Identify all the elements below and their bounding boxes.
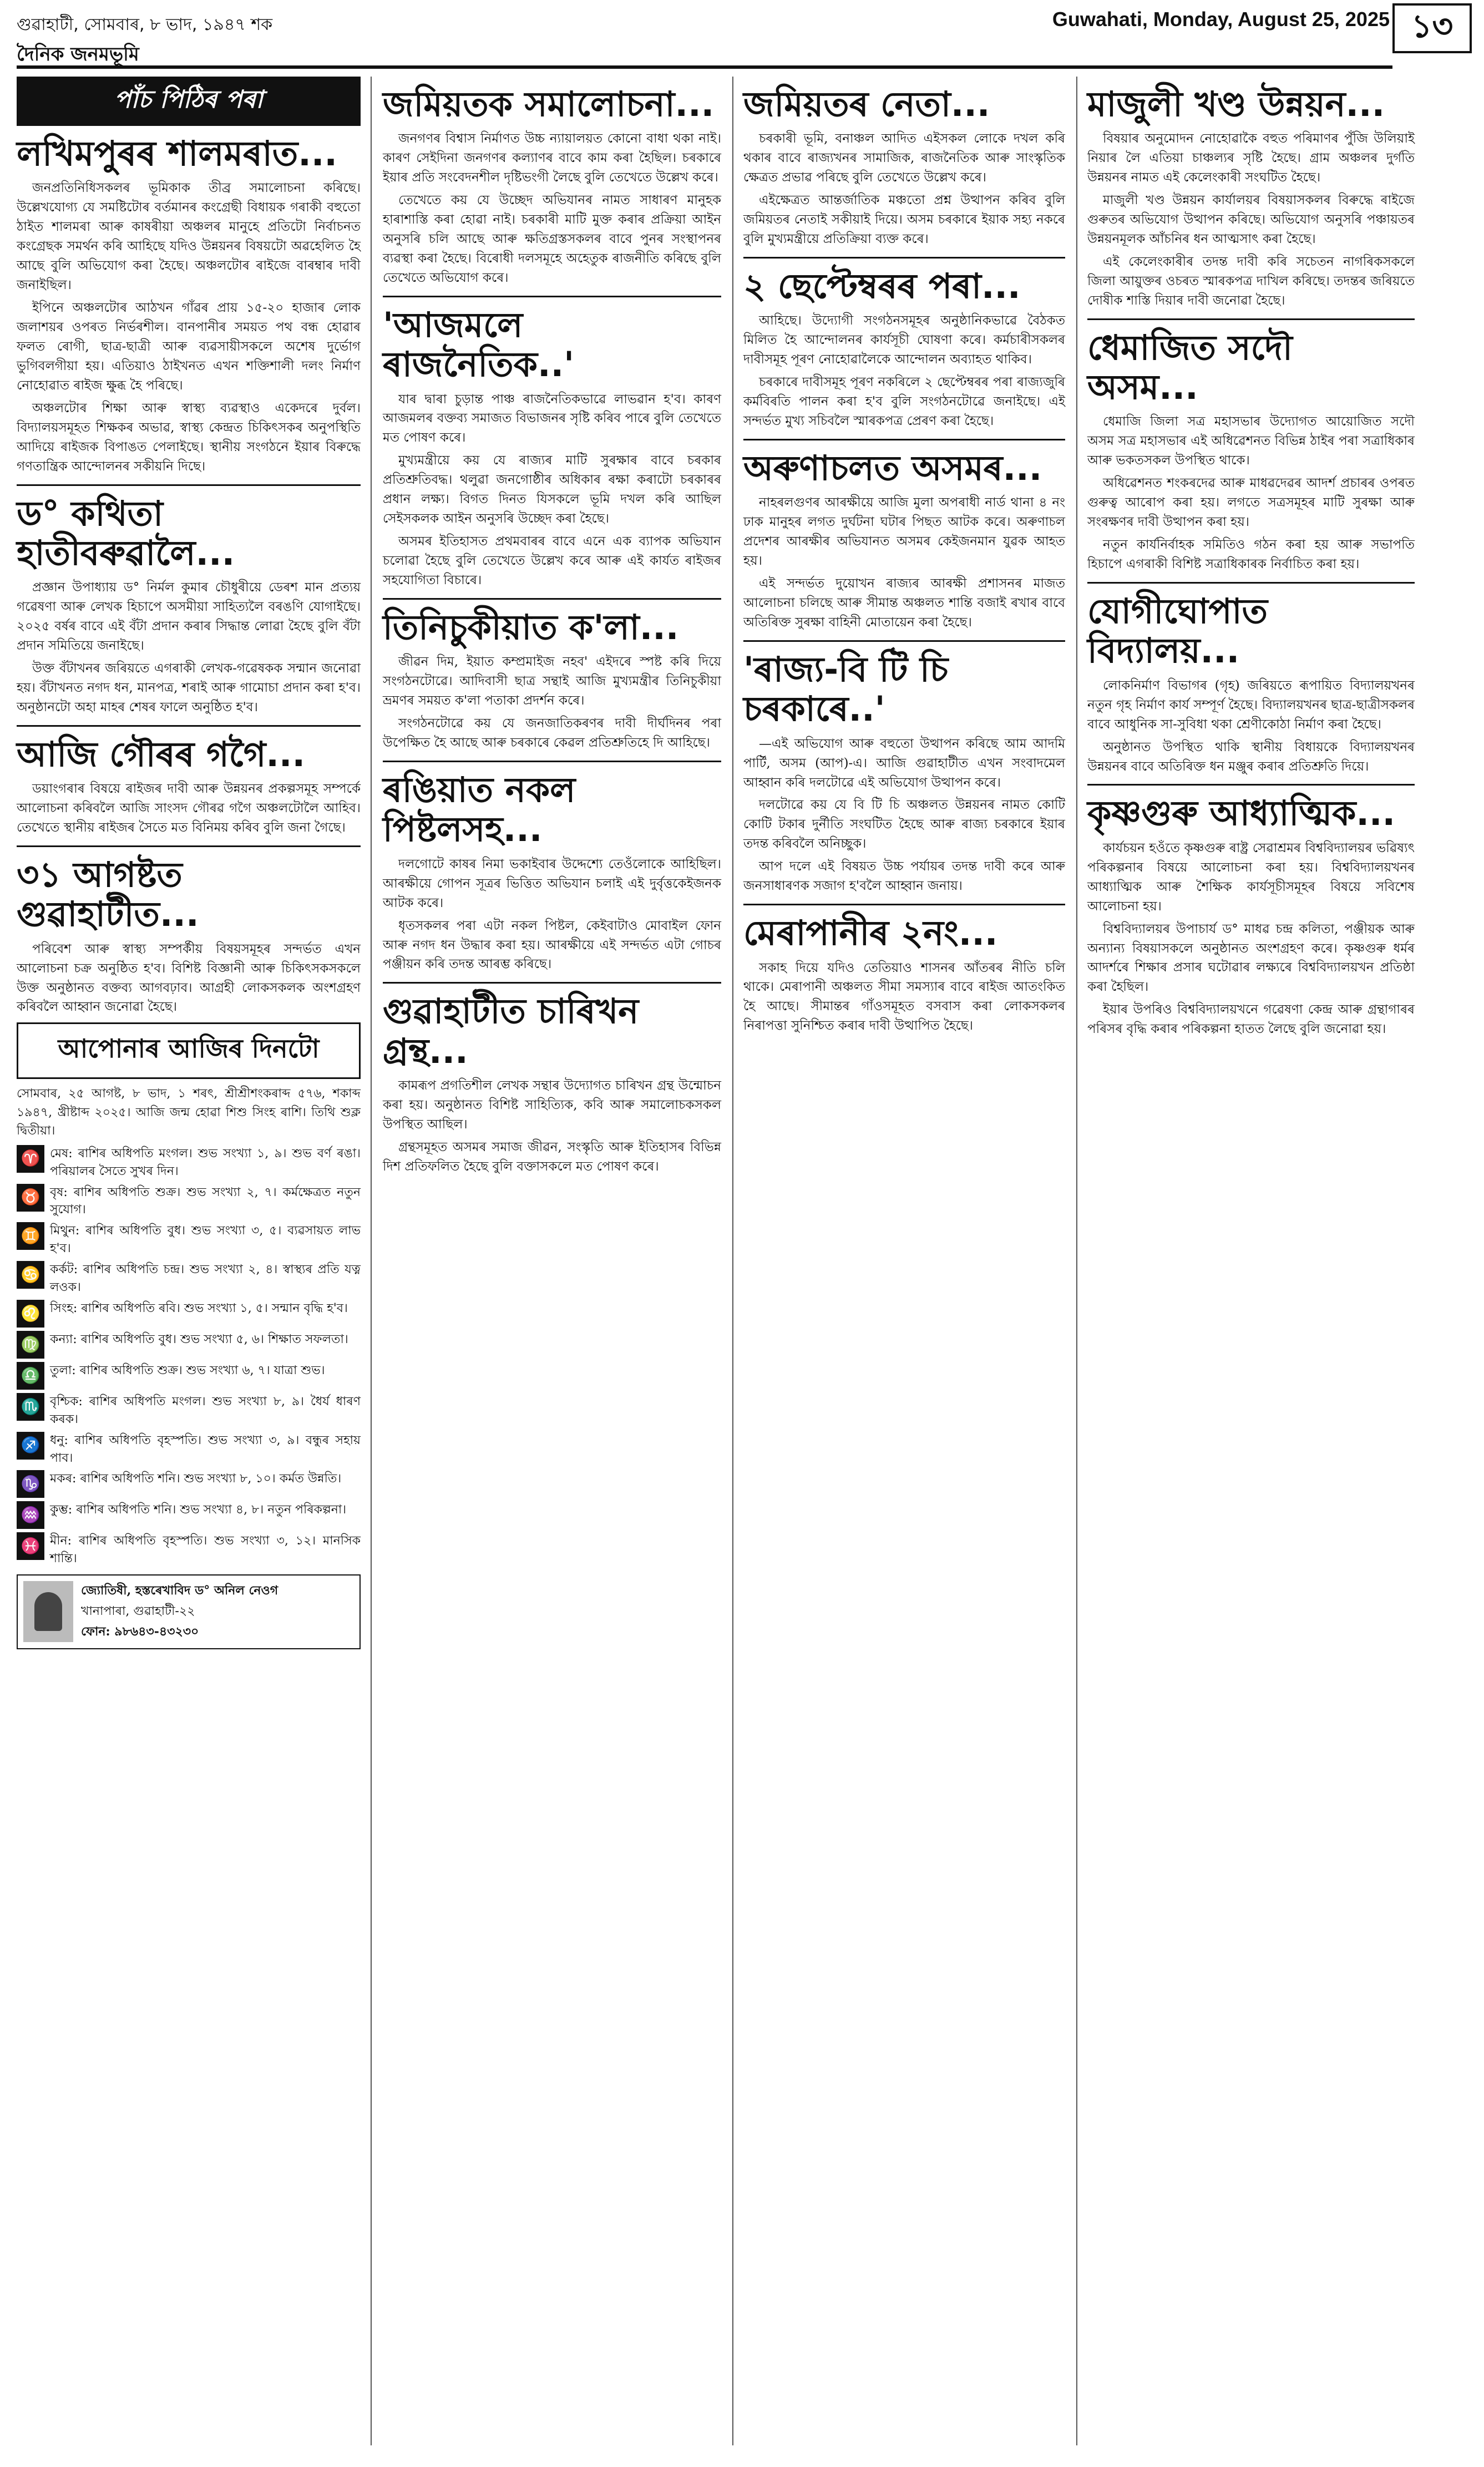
horoscope-item bbox=[17, 1393, 361, 1428]
article-body bbox=[1087, 129, 1415, 311]
horoscope-text: মীন: ৰাশিৰ অধিপতি বৃহস্পতি। শুভ সংখ্যা ৩, ১২। মানসিক শান্তি। bbox=[50, 1534, 361, 1566]
paragraph: এই কেলেংকাৰীৰ তদন্ত দাবী কৰি সচেতন নাগৰিকসকলে জিলা আয়ুক্তৰ ওচৰত স্মাৰকপত্ৰ দাখিল কৰিছে। তদন্তৰ জৰিয়তে দোষীক শাস্তি দিয়াৰ দাবী জনোৱা হৈছে। bbox=[1087, 255, 1415, 308]
dateline-left: গুৱাহাটী, সোমবাৰ, ৮ ভাদ, ১৯৪৭ শক bbox=[17, 15, 273, 34]
paragraph: পৰিবেশ আৰু স্বাস্থ্য সম্পৰ্কীয় বিষয়সমূহৰ সন্দৰ্ভত এখন আলোচনা চক্ৰ অনুষ্ঠিত হ'ব। বিশিষ্ট বিজ্ঞানী আৰু চিকিৎসকসকলে উক্ত অনুষ্ঠানত বক্তব্য আগবঢ়াব। আগ্ৰহী লোকসকলক অংশগ্ৰহণ কৰিবলৈ আহ্বান জনোৱা হৈছে। bbox=[17, 941, 361, 1015]
paragraph: উক্ত বঁটাখনৰ জৰিয়তে এগৰাকী লেখক-গৱেষকক সন্মান জনোৱা হয়। বঁটাখনত নগদ ধন, মানপত্ৰ, শৰাই আৰু গামোচা প্ৰদান কৰা হ'ব। অনুষ্ঠানটো অহা মাহৰ শেষৰ ফালে অনুষ্ঠিত হ'ব। bbox=[17, 661, 361, 715]
paragraph: দলগোটে কাষৰ নিমা ভকাইবাৰ উদ্দেশ্যে তেওঁলোকে আহিছিল। আৰক্ষীয়ে গোপন সূত্ৰৰ ভিত্তিত অভিযান চলাই এই দুৰ্বৃত্তকেইজনক আটক কৰে। bbox=[383, 857, 721, 910]
horoscope-text: সিংহ: ৰাশিৰ অধিপতি ৰবি। শুভ সংখ্যা ১, ৫। সন্মান বৃদ্ধি হ'ব। bbox=[50, 1301, 348, 1315]
paragraph: চৰকাৰী ভূমি, বনাঞ্চল আদিত এইসকল লোকে দখল কৰি থকাৰ বাবে ৰাজ্যখনৰ সামাজিক, ৰাজনৈতিক আৰু সাংস্কৃতিক ক্ষেত্ৰত প্ৰভাৱ পৰিছে বুলি তেখেতে উল্লেখ কৰে। bbox=[743, 131, 1065, 185]
paragraph: কাৰ্যচয়ন হওঁতে কৃষ্ণগুৰু ৰাষ্ট্ৰ সেৱাশ্ৰমৰ বিশ্ববিদ্যালয়ৰ ভৱিষ্যৎ পৰিকল্পনাৰ বিষয়ে আলোচনা কৰা হয়। বিশ্ববিদ্যালয়খনৰ আধ্যাত্মিক আৰু শৈক্ষিক কাৰ্যসূচীসমূহৰ বিষয়ে সবিশেষ আলোচনা হয়। bbox=[1087, 840, 1415, 914]
paragraph: ডয়াংগৰাৰ বিষয়ে ৰাইজৰ দাবী আৰু উন্নয়নৰ প্ৰকল্পসমূহ সম্পৰ্কে আলোচনা কৰিবলৈ আজি সাংসদ গৌৰৱ গগৈ অঞ্চলটোলৈ আহিব। তেখেতে স্থানীয় ৰাইজৰ সৈতে মত বিনিময় কৰিব বুলি জনা গৈছে। bbox=[17, 782, 361, 835]
article-body bbox=[383, 129, 721, 288]
astrologer-box bbox=[17, 1574, 361, 1649]
paragraph: অনুষ্ঠানত উপস্থিত থাকি স্থানীয় বিধায়কে বিদ্যালয়খনৰ উন্নয়নৰ বাবে অতিৰিক্ত ধন মঞ্জুৰ কৰাৰ প্ৰতিশ্ৰুতি দিয়ে। bbox=[1087, 739, 1415, 774]
person-silhouette-icon bbox=[34, 1592, 62, 1631]
paragraph: ইপিনে অঞ্চলটোৰ আঠখন গাঁৱৰ প্ৰায় ১৫-২০ হাজাৰ লোক জলাশয়ৰ ওপৰত নিৰ্ভৰশীল। বানপানীৰ সময়ত পথ বন্ধ হোৱাৰ ফলত ৰোগী, ছাত্ৰ-ছাত্ৰী আৰু ব্যৱসায়ীসকলে অশেষ দুৰ্ভোগ ভুগিবলগীয়া হয়। এতিয়াও ঠাইখনত এখন শক্তিশালী দলং নিৰ্মাণ নোহোৱাত ৰাইজ ক্ষুব্ধ হৈ পৰিছে। bbox=[17, 301, 361, 393]
paragraph: অসমৰ ইতিহাসত প্ৰথমবাৰৰ বাবে এনে এক ব্যাপক অভিযান চলোৱা হৈছে বুলি তেখেতে উল্লেখ কৰে আৰু এই কাৰ্যত ৰাইজৰ সহযোগিতা বিচাৰে। bbox=[383, 534, 721, 588]
paragraph: নতুন কাৰ্যনিৰ্বাহক সমিতিও গঠন কৰা হয় আৰু সভাপতি হিচাপে এগৰাকী বিশিষ্ট সত্ৰাধিকাৰক নিৰ্বাচিত কৰা হয়। bbox=[1087, 538, 1415, 572]
divider bbox=[17, 484, 361, 486]
headline: মাজুলী খণ্ড উন্নয়ন... bbox=[1087, 84, 1385, 124]
paragraph: এইক্ষেত্ৰত আন্তৰ্জাতিক মঞ্চতো প্ৰশ্ন উত্থাপন কৰিব বুলি জমিয়তৰ নেতাই সকীয়াই দিয়ে। অসম চৰকাৰে ইয়াক সহ্য নকৰে বুলি মুখ্যমন্ত্ৰীয়ে প্ৰতিক্ৰিয়া ব্যক্ত কৰে। bbox=[743, 193, 1065, 247]
column-divider bbox=[1076, 77, 1077, 2445]
horoscope-item bbox=[17, 1184, 361, 1219]
section-banner: পাঁচ পিঠিৰ পৰা bbox=[17, 77, 361, 126]
column-3 bbox=[743, 77, 1065, 1039]
article-body bbox=[743, 493, 1065, 632]
horoscope-item bbox=[17, 1501, 361, 1529]
headline: তিনিচুকীয়াত ক'লা... bbox=[383, 607, 679, 648]
horoscope-text: মিথুন: ৰাশিৰ অধিপতি বুধ। শুভ সংখ্যা ৩, ৫। ব্যৱসায়ত লাভ হ'ব। bbox=[50, 1224, 361, 1256]
headline: 'আজমলে ৰাজনৈতিক..' bbox=[383, 304, 575, 385]
headline: যোগীঘোপাত বিদ্যালয়... bbox=[1087, 591, 1268, 671]
divider bbox=[17, 725, 361, 727]
horoscope-item bbox=[17, 1300, 361, 1328]
paragraph: বিশ্ববিদ্যালয়ৰ উপাচাৰ্য ড° মাধৱ চন্দ্ৰ কলিতা, পঞ্জীয়ক আৰু অন্যান্য বিষয়াসকলে অনুষ্ঠানত অংশগ্ৰহণ কৰে। কৃষ্ণগুৰু ধৰ্মৰ আদৰ্শৰে শিক্ষাৰ প্ৰসাৰ ঘটোৱাৰ লক্ষ্যৰে বিশ্ববিদ্যালয়খন প্ৰতিষ্ঠা কৰা হৈছিল। bbox=[1087, 921, 1415, 995]
paragraph: আহিছে। উদ্যোগী সংগঠনসমূহৰ অনুষ্ঠানিকভাৱে বৈঠকত মিলিত হৈ আন্দোলনৰ কাৰ্যসূচী ঘোষণা কৰে। কৰ্মচাৰীসকলৰ দাবীসমূহ পূৰণ নোহোৱালৈকে আন্দোলন অব্যাহত থাকিব। bbox=[743, 313, 1065, 367]
zodiac-sign-icon: ♈ bbox=[17, 1145, 44, 1173]
paragraph: ধৃতসকলৰ পৰা এটা নকল পিষ্টল, কেইবাটাও মোবাইল ফোন আৰু নগদ ধন উদ্ধাৰ কৰা হয়। আৰক্ষীয়ে এই সন্দৰ্ভত এটা গোচৰ পঞ্জীয়ন কৰি তদন্ত আৰম্ভ কৰিছে। bbox=[383, 918, 721, 972]
headline: আজি গৌৰৰ গগৈ... bbox=[17, 733, 306, 774]
divider bbox=[1087, 784, 1415, 786]
article-body bbox=[17, 179, 361, 476]
headline: জমিয়তক সমালোচনা... bbox=[383, 84, 715, 124]
article-body bbox=[383, 855, 721, 975]
horoscope-list bbox=[17, 1145, 361, 1568]
paragraph: অঞ্চলটোৰ শিক্ষা আৰু স্বাস্থ্য ব্যৱস্থাও একেদৰে দুৰ্বল। বিদ্যালয়সমূহত শিক্ষকৰ অভাৱ, স্বাস্থ্য কেন্দ্ৰত চিকিৎসকৰ অনুপস্থিতি আদিয়ে ৰাইজক বিপাঙত পেলাইছে। স্থানীয় সংগঠনে ইয়াৰ বিৰুদ্ধে গণতান্ত্ৰিক আন্দোলনৰ সকীয়নি দিছে। bbox=[17, 401, 361, 474]
dateline-english: Guwahati, Monday, August 25, 2025 bbox=[1052, 8, 1390, 31]
article-body bbox=[17, 578, 361, 717]
divider bbox=[1087, 582, 1415, 584]
paragraph: নাহৰলগুণৰ আৰক্ষীয়ে আজি মুলা অপৰাধী নাৰ্ড থানা ৪ নং ঢাক মানুহৰ লগত দুৰ্ঘটনা ঘটাৰ পিছত আটক কৰে। অৰুণাচল প্ৰদেশৰ আৰক্ষীৰ অভিযানত অসমৰ কেইজনমান যুৱক আহত হয়। bbox=[743, 495, 1065, 569]
article-body bbox=[383, 1076, 721, 1177]
page-number: ১৩ bbox=[1392, 3, 1472, 53]
column-divider bbox=[371, 77, 372, 2445]
article-body bbox=[743, 311, 1065, 431]
paragraph: প্ৰজ্ঞান উপাধ্যায় ড° নিৰ্মল কুমাৰ চৌধুৰীয়ে ডেৰশ মান প্ৰত্যয় গৱেষণা আৰু লেখক হিচাপে অসমীয়া সাহিত্যলৈ বৰঙণি যোগাইছে। ২০২৫ বৰ্ষৰ বাবে এই বঁটা প্ৰদান কৰাৰ সিদ্ধান্ত লোৱা হৈছে বুলি বঁটা প্ৰদান সমিতিয়ে জনাইছে। bbox=[17, 580, 361, 654]
article-body bbox=[743, 734, 1065, 896]
paragraph: সকাহ দিয়ে যদিও তেতিয়াও শাসনৰ আঁতৰৰ নীতি চলি থাকে। মেৰাপানী অঞ্চলত সীমা সমস্যাৰ বাবে ৰাইজ আতংকিত হৈ আছে। সীমান্তৰ গাঁওসমূহত বসবাস কৰা লোকসকলৰ নিৰাপত্তা সুনিশ্চিত কৰাৰ দাবী উত্থাপিত হৈছে। bbox=[743, 960, 1065, 1034]
astrologer-place: খানাপাৰা, গুৱাহাটী-২২ bbox=[81, 1604, 195, 1619]
paragraph: বিষয়াৰ অনুমোদন নোহোৱাকৈ বহুত পৰিমাণৰ পুঁজি উলিয়াই নিয়াৰ লৈ এতিয়া চাঞ্চল্যৰ সৃষ্টি হৈছে। গ্ৰাম অঞ্চলৰ দুৰ্গতি উন্নয়নৰ নামত এই কেলেংকাৰী সংঘটিত হৈছে। bbox=[1087, 131, 1415, 185]
column-2 bbox=[383, 77, 721, 1180]
headline: 'ৰাজ্য-বি টি চি চৰকাৰে..' bbox=[743, 649, 949, 730]
zodiac-sign-icon: ♉ bbox=[17, 1184, 44, 1212]
paragraph: —এই অভিযোগ আৰু বহুতো উত্থাপন কৰিছে আম আদমি পাৰ্টি, অসম (আপ)-এ। আজি গুৱাহাটীত এখন সংবাদমেল আহ্বান কৰি দলটোৱে এই অভিযোগ উত্থাপন কৰে। bbox=[743, 736, 1065, 790]
headline: কৃষ্ণগুৰু আধ্যাত্মিক... bbox=[1087, 793, 1396, 834]
headline: গুৱাহাটীত চাৰিখন গ্ৰন্থ... bbox=[383, 991, 639, 1071]
divider bbox=[743, 640, 1065, 642]
horoscope-item bbox=[17, 1331, 361, 1359]
astrologer-phone: ফোন: ৯৮৬৪৩-৪৩২৩০ bbox=[81, 1624, 199, 1639]
paragraph: দলটোৱে কয় যে বি টি চি অঞ্চলত উন্নয়নৰ নামত কোটি কোটি টকাৰ দুৰ্নীতি সংঘটিত হৈছে আৰু ৰাজ্য চৰকাৰে ইয়াৰ তদন্ত কৰিবলৈ অনিচ্ছুক। bbox=[743, 798, 1065, 852]
masthead: দৈনিক জনমভূমি bbox=[17, 43, 139, 65]
horoscope-text: মেষ: ৰাশিৰ অধিপতি মংগল। শুভ সংখ্যা ১, ৯। শুভ বৰ্ণ ৰঙা। পৰিয়ালৰ সৈতে সুখৰ দিন। bbox=[50, 1146, 361, 1178]
zodiac-sign-icon: ♍ bbox=[17, 1331, 44, 1359]
paragraph: চৰকাৰে দাবীসমূহ পূৰণ নকৰিলে ২ ছেপ্টেম্বৰৰ পৰা ৰাজ্যজুৰি কৰ্মবিৰতি পালন কৰা হ'ব বুলি সংগঠনটোৱে জনাইছে। এই সন্দৰ্ভত মুখ্য সচিবলৈ স্মাৰকপত্ৰ প্ৰেৰণ কৰা হৈছে। bbox=[743, 375, 1065, 429]
headline: ধেমাজিত সদৌ অসম... bbox=[1087, 327, 1293, 408]
headline: মেৰাপানীৰ ২নং... bbox=[743, 913, 998, 954]
divider bbox=[383, 982, 721, 984]
paragraph: মাজুলী খণ্ড উন্নয়ন কাৰ্যালয়ৰ বিষয়াসকলৰ বিৰুদ্ধে ৰাইজে গুৰুতৰ অভিযোগ উত্থাপন কৰিছে। অভিযোগ অনুসৰি পঞ্চায়তৰ উন্নয়নমূলক আঁচনিৰ ধন আত্মসাৎ কৰা হৈছে। bbox=[1087, 193, 1415, 247]
paragraph: এই সন্দৰ্ভত দুয়োখন ৰাজ্যৰ আৰক্ষী প্ৰশাসনৰ মাজত আলোচনা চলিছে আৰু সীমান্ত অঞ্চলত শান্তি বজাই ৰখাৰ বাবে অতিৰিক্ত সুৰক্ষা বাহিনী মোতায়েন কৰা হৈছে। bbox=[743, 576, 1065, 630]
paragraph: অধিৱেশনত শংকৰদেৱ আৰু মাধৱদেৱৰ আদৰ্শ প্ৰচাৰৰ ওপৰত গুৰুত্ব আৰোপ কৰা হয়। লগতে সত্ৰসমূহৰ মাটি সুৰক্ষা আৰু সংৰক্ষণৰ দাবী উত্থাপন কৰা হয়। bbox=[1087, 476, 1415, 530]
horoscope-item bbox=[17, 1261, 361, 1296]
article-body bbox=[383, 390, 721, 591]
divider bbox=[383, 761, 721, 762]
horoscope-intro: সোমবাৰ, ২৫ আগষ্ট, ৮ ভাদ, ১ শৰৎ, শ্ৰীশ্ৰীশংকৰাব্দ ৫৭৬, শকাব্দ ১৯৪৭, খ্ৰীষ্টাব্দ ২০২৫। আজি জন্ম হোৱা শিশু সিংহ ৰাশি। তিথি শুক্ল দ্বিতীয়া। bbox=[17, 1087, 361, 1138]
horoscope-text: কুম্ভ: ৰাশিৰ অধিপতি শনি। শুভ সংখ্যা ৪, ৮। নতুন পৰিকল্পনা। bbox=[50, 1503, 347, 1517]
horoscope-text: মকৰ: ৰাশিৰ অধিপতি শনি। শুভ সংখ্যা ৮, ১০। কৰ্মত উন্নতি। bbox=[50, 1472, 342, 1486]
header-rule bbox=[17, 65, 1392, 69]
paragraph: আপ দলে এই বিষয়ত উচ্চ পৰ্যায়ৰ তদন্ত দাবী কৰে আৰু জনসাধাৰণক সজাগ হ'বলৈ আহ্বান জনায়। bbox=[743, 859, 1065, 894]
headline: জমিয়তৰ নেতা... bbox=[743, 84, 990, 124]
divider bbox=[17, 845, 361, 847]
paragraph: ইয়াৰ উপৰিও বিশ্ববিদ্যালয়খনে গৱেষণা কেন্দ্ৰ আৰু গ্ৰন্থাগাৰৰ পৰিসৰ বৃদ্ধি কৰাৰ পৰিকল্পনা হাতত লৈছে বুলি জনোৱা হয়। bbox=[1087, 1002, 1415, 1037]
horoscope-text: বৃষ: ৰাশিৰ অধিপতি শুক্ৰ। শুভ সংখ্যা ২, ৭। কৰ্মক্ষেত্ৰত নতুন সুযোগ। bbox=[50, 1185, 361, 1217]
zodiac-sign-icon: ♌ bbox=[17, 1300, 44, 1328]
horoscope-text: ধনু: ৰাশিৰ অধিপতি বৃহস্পতি। শুভ সংখ্যা ৩, ৯। বন্ধুৰ সহায় পাব। bbox=[50, 1433, 361, 1465]
astrologer-name: জ্যোতিষী, হস্তৰেখাবিদ ড° অনিল নেওগ bbox=[81, 1583, 278, 1598]
article-body bbox=[1087, 412, 1415, 574]
divider bbox=[383, 296, 721, 297]
paragraph: সংগঠনটোৱে কয় যে জনজাতিকৰণৰ দাবী দীৰ্ঘদিনৰ পৰা উপেক্ষিত হৈ আছে আৰু চৰকাৰে কেৱল প্ৰতিশ্ৰুতিহে দি আহিছে। bbox=[383, 716, 721, 751]
astrologer-photo bbox=[23, 1581, 73, 1642]
headline: ড° কথিতা হাতীবৰুৱালৈ... bbox=[17, 493, 235, 573]
headline: অৰুণাচলত অসমৰ... bbox=[743, 448, 1042, 489]
paragraph: তেখেতে কয় যে উচ্ছেদ অভিযানৰ নামত সাধাৰণ মানুহক হাৰাশাস্তি কৰা হোৱা নাই। চৰকাৰী মাটি মুক্ত কৰাৰ প্ৰক্ৰিয়া আইন অনুসৰি চলি আছে আৰু ক্ষতিগ্ৰস্তসকলৰ বাবে পুনৰ সংস্থাপনৰ ব্যৱস্থা কৰা হৈছে। বিৰোধী দলসমূহে অহেতুক ৰাজনীতি কৰিছে বুলি তেখেতে অভিযোগ কৰে। bbox=[383, 193, 721, 285]
headline: ৩১ আগষ্টত গুৱাহাটীত... bbox=[17, 854, 199, 935]
column-1 bbox=[17, 77, 361, 1649]
divider bbox=[743, 439, 1065, 440]
zodiac-sign-icon: ♑ bbox=[17, 1470, 44, 1498]
divider bbox=[383, 598, 721, 600]
horoscope-item bbox=[17, 1470, 361, 1498]
paragraph: লোকনিৰ্মাণ বিভাগৰ (গৃহ) জৰিয়তে ৰূপায়িত বিদ্যালয়খনৰ নতুন গৃহ নিৰ্মাণ কাৰ্য সম্পূৰ্ণ হৈছে। বিদ্যালয়খনৰ ছাত্ৰ-ছাত্ৰীসকলৰ বাবে আধুনিক সা-সুবিধা থকা শ্ৰেণীকোঠা নিৰ্মাণ কৰা হৈছে। bbox=[1087, 678, 1415, 732]
zodiac-sign-icon: ♊ bbox=[17, 1222, 44, 1250]
paragraph: গ্ৰন্থসমূহত অসমৰ সমাজ জীৱন, সংস্কৃতি আৰু ইতিহাসৰ বিভিন্ন দিশ প্ৰতিফলিত হৈছে বুলি বক্তাসকলে মত পোষণ কৰে। bbox=[383, 1139, 721, 1174]
paragraph: মুখ্যমন্ত্ৰীয়ে কয় যে ৰাজ্যৰ মাটি সুৰক্ষাৰ বাবে চৰকাৰ প্ৰতিশ্ৰুতিবদ্ধ। থলুৱা জনগোষ্ঠীৰ অধিকাৰ ৰক্ষা কৰাটো চৰকাৰৰ প্ৰধান লক্ষ্য। বিগত দিনত যিসকলে ভূমি দখল কৰি আছিল সেইসকলক আইন অনুসৰি উচ্ছেদ কৰা হৈছে। bbox=[383, 453, 721, 526]
article-body bbox=[743, 959, 1065, 1036]
column-4 bbox=[1087, 77, 1415, 1042]
headline: ৰঙিয়াত নকল পিষ্টলসহ... bbox=[383, 769, 576, 850]
paragraph: জনপ্ৰতিনিধিসকলৰ ভূমিকাক তীব্ৰ সমালোচনা কৰিছে। উল্লেখযোগ্য যে সমষ্টিটোৰ বৰ্তমানৰ কংগ্ৰেছী বিধায়ক গৰাকী বহুতো ঠাইত শালমৰা আৰু কাষৰীয়া অঞ্চলৰ মানুহে প্ৰতিটো নিৰ্বাচনত কংগ্ৰেছক সমৰ্থন কৰি আহিছে যদিও উন্নয়নৰ বিষয়টো অৱহেলিত হৈ আছে বুলি অভিযোগ কৰা হৈছে। অঞ্চলটোৰ ৰাইজে বাৰম্বাৰ দাবী জনাইছিল। bbox=[17, 181, 361, 293]
article-body bbox=[17, 940, 361, 1017]
divider bbox=[1087, 318, 1415, 320]
paragraph: জনগণৰ বিশ্বাস নিৰ্মাণত উচ্চ ন্যায়ালয়ত কোনো বাধা থকা নাই। কাৰণ সেইদিনা জনগণৰ কল্যাণৰ বাবে কাম কৰা হৈছিল। চৰকাৰে ইয়াৰ প্ৰতি সংবেদনশীল দৃষ্টিভংগী লৈছে বুলি তেখেতে উল্লেখ কৰে। bbox=[383, 131, 721, 185]
horoscope-text: কন্যা: ৰাশিৰ অধিপতি বুধ। শুভ সংখ্যা ৫, ৬। শিক্ষাত সফলতা। bbox=[50, 1332, 348, 1346]
horoscope-item bbox=[17, 1145, 361, 1181]
zodiac-sign-icon: ♓ bbox=[17, 1532, 44, 1560]
paragraph: কামৰূপ প্ৰগতিশীল লেখক সন্থাৰ উদ্যোগত চাৰিখন গ্ৰন্থ উন্মোচন কৰা হয়। অনুষ্ঠানত বিশিষ্ট সাহিত্যিক, কবি আৰু সমালোচকসকল উপস্থিত আছিল। bbox=[383, 1078, 721, 1132]
article-body bbox=[1087, 839, 1415, 1040]
horoscope-text: বৃশ্চিক: ৰাশিৰ অধিপতি মংগল। শুভ সংখ্যা ৮, ৯। ধৈৰ্য ধাৰণ কৰক। bbox=[50, 1394, 361, 1426]
headline: ২ ছেপ্টেম্বৰৰ পৰা... bbox=[743, 266, 1021, 307]
article-body bbox=[17, 779, 361, 838]
horoscope-item bbox=[17, 1432, 361, 1467]
article-body bbox=[1087, 676, 1415, 777]
horoscope-title: আপোনাৰ আজিৰ দিনটো bbox=[17, 1022, 361, 1079]
article-body bbox=[383, 652, 721, 753]
zodiac-sign-icon: ♋ bbox=[17, 1261, 44, 1289]
divider bbox=[743, 904, 1065, 905]
divider bbox=[743, 257, 1065, 259]
headline: লখিমপুৰৰ শালমৰাত... bbox=[17, 133, 337, 174]
zodiac-sign-icon: ♐ bbox=[17, 1432, 44, 1460]
horoscope-text: কৰ্কট: ৰাশিৰ অধিপতি চন্দ্ৰ। শুভ সংখ্যা ২, ৪। স্বাস্থ্যৰ প্ৰতি যত্ন লওক। bbox=[50, 1263, 361, 1294]
horoscope-item bbox=[17, 1532, 361, 1568]
article-body bbox=[743, 129, 1065, 249]
zodiac-sign-icon: ♎ bbox=[17, 1362, 44, 1390]
paragraph: যাৰ দ্বাৰা চুড়ান্ত পাঞ্চ ৰাজনৈতিকভাৱে লাভৱান হ'ব। কাৰণ আজমলৰ বক্তব্য সমাজত বিভাজনৰ সৃষ্টি কৰিব পাৰে বুলি তেখেতে মত পোষণ কৰে। bbox=[383, 392, 721, 445]
zodiac-sign-icon: ♏ bbox=[17, 1393, 44, 1421]
paragraph: ধেমাজি জিলা সত্ৰ মহাসভাৰ উদ্যোগত আয়োজিত সদৌ অসম সত্ৰ মহাসভাৰ এই অধিৱেশনত বিভিন্ন ঠাইৰ পৰা সত্ৰাধিকাৰ আৰু ভকতসকল উপস্থিত থাকে। bbox=[1087, 414, 1415, 468]
column-divider bbox=[732, 77, 733, 2445]
horoscope-item bbox=[17, 1222, 361, 1258]
horoscope-text: তুলা: ৰাশিৰ অধিপতি শুক্ৰ। শুভ সংখ্যা ৬, ৭। যাত্ৰা শুভ। bbox=[50, 1363, 325, 1377]
zodiac-sign-icon: ♒ bbox=[17, 1501, 44, 1529]
paragraph: জীৱন দিম, ইয়াত কম্প্ৰমাইজ নহব' এইদৰে স্পষ্ট কৰি দিয়ে সংগঠনটোৱে। আদিবাসী ছাত্ৰ সন্থাই আজি মুখ্যমন্ত্ৰীৰ তিনিচুকীয়া ভ্ৰমণৰ সময়ত ক'লা পতাকা প্ৰদৰ্শন কৰে। bbox=[383, 655, 721, 708]
horoscope-item bbox=[17, 1362, 361, 1390]
